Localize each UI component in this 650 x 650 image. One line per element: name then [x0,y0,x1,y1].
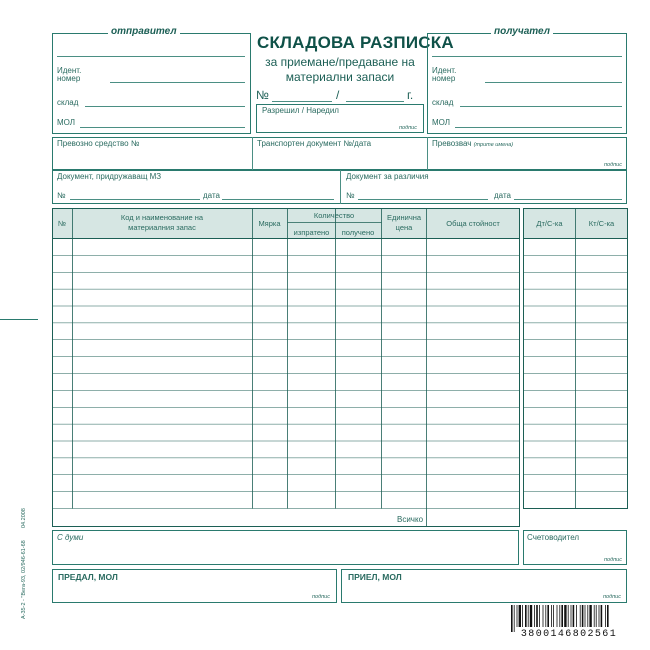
in-words-label: С думи [57,533,84,542]
receiver-id-label-1: Идент. [432,66,457,75]
received-by-signature[interactable]: подпис [603,594,621,600]
side-print-code [21,479,27,619]
barcode-bar [530,605,532,627]
accompanying-date-label: дата [203,191,220,200]
differences-doc-label: Документ за различия [346,172,429,181]
col-header-sent: изпратено [293,228,330,237]
barcode-bar [585,605,586,627]
sender-mol-label: МОЛ [57,118,76,127]
barcode-bar [594,605,595,627]
barcode-bar [525,605,527,627]
col-header-dt: Дт/С-ка [536,219,563,228]
barcode-bar [534,605,535,627]
accompanying-doc-label: Документ, придружаващ МЗ [57,172,162,181]
sender-legend: отправител [108,26,180,37]
document-subtitle-1: за приемане/предаване на [265,55,415,69]
carrier-label-text: Превозвач [432,139,472,148]
handed-over-signature[interactable]: подпис [312,594,330,600]
barcode-bar [587,605,588,627]
authorized-label: Разрешил / Наредил [262,106,339,115]
barcode-bars [510,605,628,632]
sender-id-label-2: номер [57,74,81,83]
barcode-bar [528,605,529,627]
col-header-no: № [57,219,67,228]
document-title: СКЛАДОВА РАЗПИСКА [257,33,454,52]
in-words-box[interactable] [52,530,519,565]
barcode-bar [607,605,609,627]
barcode [510,605,628,640]
table-border [53,209,520,527]
document-number-prefix: № [256,88,269,102]
receiver-mol-label: МОЛ [432,118,451,127]
col-header-total: Обща стойност [446,219,500,228]
barcode-bar [580,605,581,627]
barcode-bar [582,605,584,627]
barcode-bar [539,605,540,627]
authorized-signature[interactable]: подпис [399,125,417,131]
barcode-bar [517,605,518,627]
barcode-bar [511,605,513,632]
barcode-bar [514,605,515,632]
transport-doc-label[interactable]: Транспортен документ №/дата [257,139,372,148]
barcode-bar [605,605,606,627]
col-header-kt: Кт/С-ка [588,219,615,228]
barcode-bar [551,605,552,627]
receiver-legend: получател [491,26,553,37]
barcode-bar [564,605,566,627]
barcode-bar [519,605,521,627]
barcode-bar [568,605,569,627]
accompanying-no-label: № [57,191,66,200]
barcode-bar [576,605,577,627]
side-date: 04.2008 [21,508,27,529]
col-header-name-2: материалния запас [128,223,196,232]
col-header-qty: Количество [313,211,355,220]
barcode-bar [553,605,554,627]
col-header-name-1: Код и наименование на [120,213,204,222]
carrier-hint: (трите имена) [473,142,514,148]
col-header-price-2: цена [395,223,413,232]
barcode-bar [543,605,544,627]
document-subtitle-2: материални запаси [285,70,395,84]
barcode-bar [573,605,575,627]
col-header-received: получено [341,228,375,237]
received-by-label: ПРИЕЛ, МОЛ [348,572,402,582]
barcode-bar [601,605,603,627]
side-code: А-35-2 - "Вега-93, 02/946-61-68 [21,540,27,619]
side-fold-mark [0,319,38,320]
barcode-bar [596,605,597,627]
barcode-bar [561,605,563,627]
receiver-warehouse-label: склад [432,98,454,107]
accountant-signature[interactable]: подпис [604,557,622,563]
barcode-bar [559,605,560,627]
document-year-suffix: г. [407,88,414,102]
handed-over-label: ПРЕДАЛ, МОЛ [58,572,118,582]
differences-date-label: дата [494,191,511,200]
differences-no-label: № [346,191,355,200]
barcode-bar [547,605,549,627]
barcode-bar [557,605,558,627]
barcode-digits: 3800146802561 [520,629,618,640]
document-number-sep: / [336,88,340,102]
carrier-signature[interactable]: подпис [604,162,622,168]
accountant-label: Счетоводител [527,533,580,542]
barcode-bar [522,605,523,627]
vehicle-label[interactable]: Превозно средство № [57,139,140,148]
barcode-bar [536,605,538,627]
barcode-bar [545,605,546,627]
col-header-price-1: Единична [386,213,422,222]
barcode-bar [599,605,600,627]
sender-id-label-1: Идент. [57,66,82,75]
receiver-id-label-2: номер [432,74,456,83]
col-header-unit: Мярка [258,219,281,228]
barcode-bar [589,605,591,627]
barcode-bar [571,605,572,627]
sender-warehouse-label: склад [57,98,79,107]
total-label: Всичко [397,515,424,524]
